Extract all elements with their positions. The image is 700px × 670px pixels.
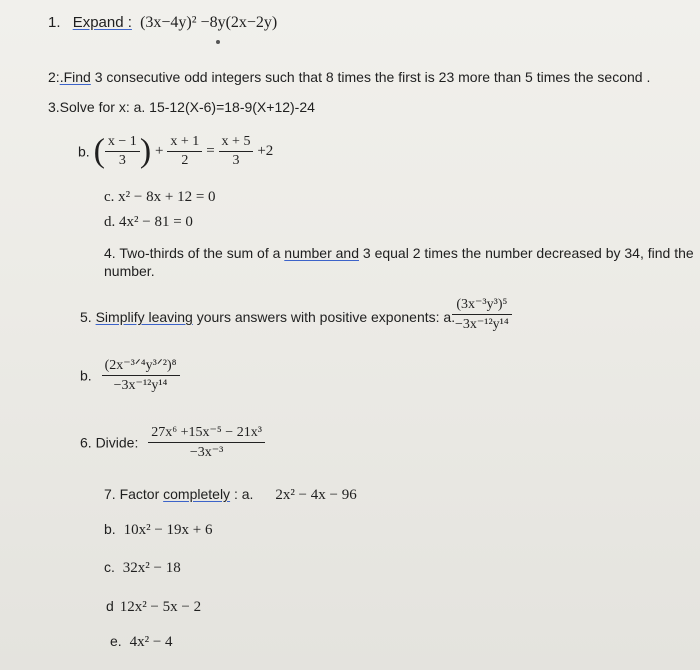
question-5b-label: b. <box>80 367 92 384</box>
question-4-line-2: number. <box>104 263 155 279</box>
question-7-colon: : a. <box>230 486 254 502</box>
fraction-5a-numerator: (3x⁻³y³)⁵ <box>452 296 512 315</box>
right-paren: ) <box>139 132 152 170</box>
fraction-1 <box>105 134 140 169</box>
question-1 <box>48 14 277 32</box>
fraction-2-numerator: x + 1 <box>167 134 202 152</box>
question-7c <box>104 558 181 577</box>
question-1-number: 1. <box>48 14 61 31</box>
question-5b <box>80 357 180 394</box>
question-3c <box>104 187 216 206</box>
question-5a-expression <box>452 296 512 333</box>
question-7d <box>106 597 201 616</box>
question-5 <box>80 308 455 326</box>
simplify-leaving-link[interactable]: Simplify leaving <box>95 309 193 325</box>
equals-sign: = <box>206 143 215 159</box>
question-2-number: 2: <box>48 69 60 85</box>
question-5-text: yours answers with positive exponents: a. <box>192 309 456 325</box>
fraction-1-numerator: x − 1 <box>105 134 140 152</box>
fraction-5a <box>452 296 512 333</box>
question-6-label: 6. Divide: <box>80 434 139 451</box>
question-2 <box>48 68 650 86</box>
question-7c-label: c. <box>104 559 115 575</box>
fraction-3 <box>219 134 254 169</box>
question-7c-expression: 32x² − 18 <box>122 560 181 576</box>
question-7e-expression: 4x² − 4 <box>129 634 173 650</box>
fraction-2-denominator: 2 <box>181 153 189 168</box>
question-2-text: 3 consecutive odd integers such that 8 times the first is 23 more than 5 times the second . <box>90 69 651 85</box>
question-6 <box>80 424 265 461</box>
question-3d <box>104 212 193 231</box>
question-7a-expression: 2x² − 4x − 96 <box>275 487 357 503</box>
speck-mark <box>216 40 220 44</box>
question-7e-label: e. <box>110 633 122 649</box>
question-7b-label: b. <box>104 521 116 537</box>
question-4-text-end: 3 equal 2 times the number decreased by 34, find the <box>359 245 694 261</box>
fraction-3-denominator: 3 <box>232 153 240 168</box>
left-paren: ( <box>93 132 105 170</box>
fraction-5a-denominator: −3x⁻¹²y¹⁴ <box>455 317 509 332</box>
question-7b-expression: 10x² − 19x + 6 <box>123 522 213 538</box>
question-4 <box>104 244 694 262</box>
question-7b <box>104 520 213 539</box>
question-3d-text: d. 4x² − 81 = 0 <box>104 214 193 230</box>
question-5-number: 5. <box>80 309 96 325</box>
fraction-5b-denominator: −3x⁻¹²y¹⁴ <box>113 378 168 393</box>
find-link[interactable]: .Find <box>59 69 91 85</box>
expand-link[interactable]: Expand : <box>72 14 132 31</box>
question-7e <box>110 632 173 651</box>
question-3c-text: c. x² − 8x + 12 = 0 <box>104 189 216 205</box>
fraction-5b <box>102 357 180 394</box>
question-4-text-start: 4. Two-thirds of the sum of a <box>104 245 285 261</box>
fraction-2 <box>167 134 202 169</box>
fraction-6-numerator: 27x⁶ +15x⁻⁵ − 21x³ <box>148 424 265 443</box>
question-1-expression: (3x−4y)² −8y(2x−2y) <box>140 14 278 31</box>
number-and-link[interactable]: number and <box>284 245 359 261</box>
plus-sign: + <box>155 143 164 159</box>
question-7d-expression: 12x² − 5x − 2 <box>119 599 202 615</box>
question-3b <box>78 134 273 169</box>
question-3a: 3.Solve for x: a. 15-12(X-6)=18-9(X+12)-24 <box>48 99 315 115</box>
fraction-1-denominator: 3 <box>118 153 126 168</box>
question-7-label: 7. Factor <box>104 486 164 502</box>
question-7 <box>104 485 357 504</box>
completely-link[interactable]: completely <box>163 486 231 502</box>
question-7d-label: d <box>106 598 114 614</box>
fraction-6-denominator: −3x⁻³ <box>189 445 224 460</box>
fraction-5b-numerator: (2x⁻³ᐟ⁴y³ᐟ²)⁸ <box>102 357 180 376</box>
question-3b-label: b. <box>78 143 90 160</box>
question-3b-tail: +2 <box>257 143 274 159</box>
fraction-6 <box>148 424 265 461</box>
fraction-3-numerator: x + 5 <box>219 134 254 152</box>
